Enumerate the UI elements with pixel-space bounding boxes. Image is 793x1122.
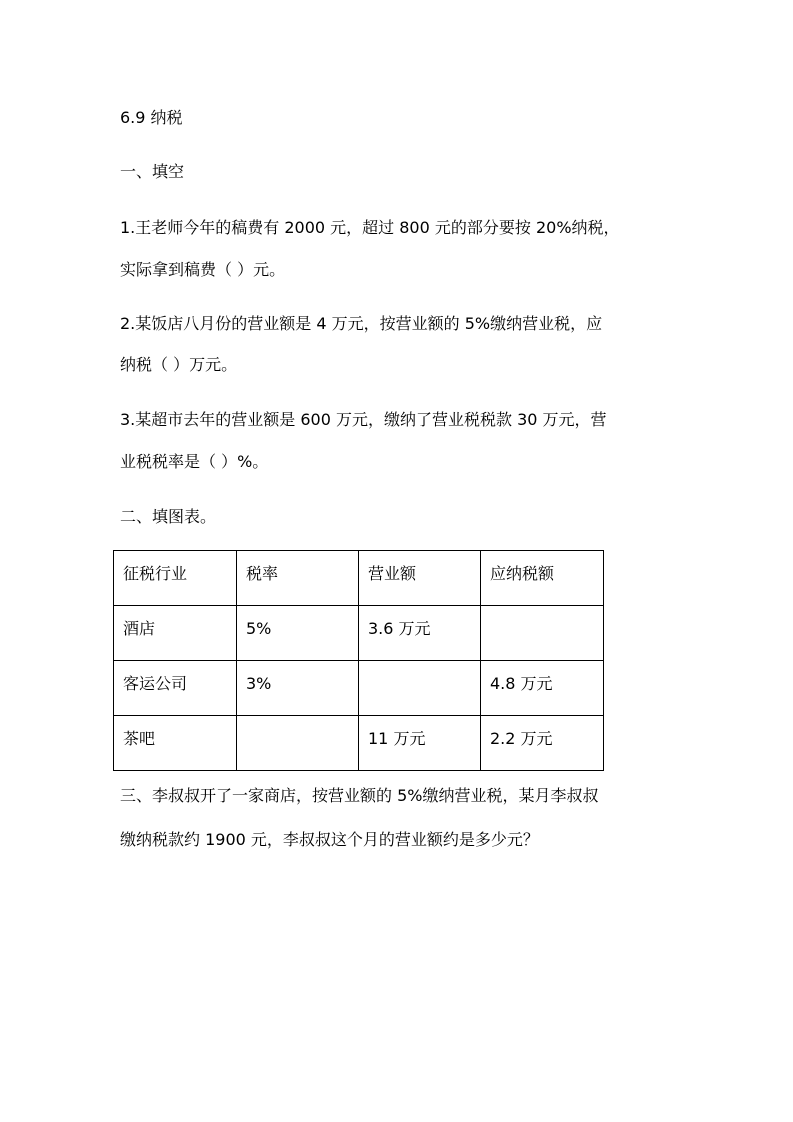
table-cell-blank [481,606,604,661]
section2-heading: 二、填图表。 [120,507,217,526]
table-cell: 3% [237,661,359,716]
table-cell: 酒店 [114,606,237,661]
table-header-cell: 营业额 [359,551,481,606]
section3-line1: 三、李叔叔开了一家商店，按营业额的 5%缴纳营业税，某月李叔叔 [120,786,599,805]
question1-line2: 实际拿到稿费（ ）元。 [120,260,286,279]
table-cell: 11 万元 [359,716,481,771]
table-header-cell: 征税行业 [114,551,237,606]
table-cell: 4.8 万元 [481,661,604,716]
table-row [114,606,604,661]
table-header-cell: 应纳税额 [481,551,604,606]
table-cell-blank [237,716,359,771]
table-header-row [114,551,604,606]
section1-heading: 一、填空 [120,162,185,181]
question1-line1: 1.王老师今年的稿费有 2000 元，超过 800 元的部分要按 20%纳税， [120,218,620,237]
table-row [114,716,604,771]
question2-line2: 纳税（ ）万元。 [120,355,238,374]
table-header-cell: 税率 [237,551,359,606]
table-row [114,661,604,716]
section3-line2: 缴纳税款约 1900 元，李叔叔这个月的营业额约是多少元？ [120,830,539,849]
question2-line1: 2.某饭店八月份的营业额是 4 万元，按营业额的 5%缴纳营业税，应 [120,314,603,333]
table-cell: 2.2 万元 [481,716,604,771]
table-cell: 茶吧 [114,716,237,771]
table-cell: 客运公司 [114,661,237,716]
question3-line2: 业税税率是（ ）%。 [120,452,269,471]
page-title: 6.9 纳税 [120,108,183,127]
table-cell: 3.6 万元 [359,606,481,661]
table-cell: 5% [237,606,359,661]
tax-table [113,550,604,771]
table-cell-blank [359,661,481,716]
question3-line1: 3.某超市去年的营业额是 600 万元，缴纳了营业税税款 30 万元，营 [120,410,607,429]
